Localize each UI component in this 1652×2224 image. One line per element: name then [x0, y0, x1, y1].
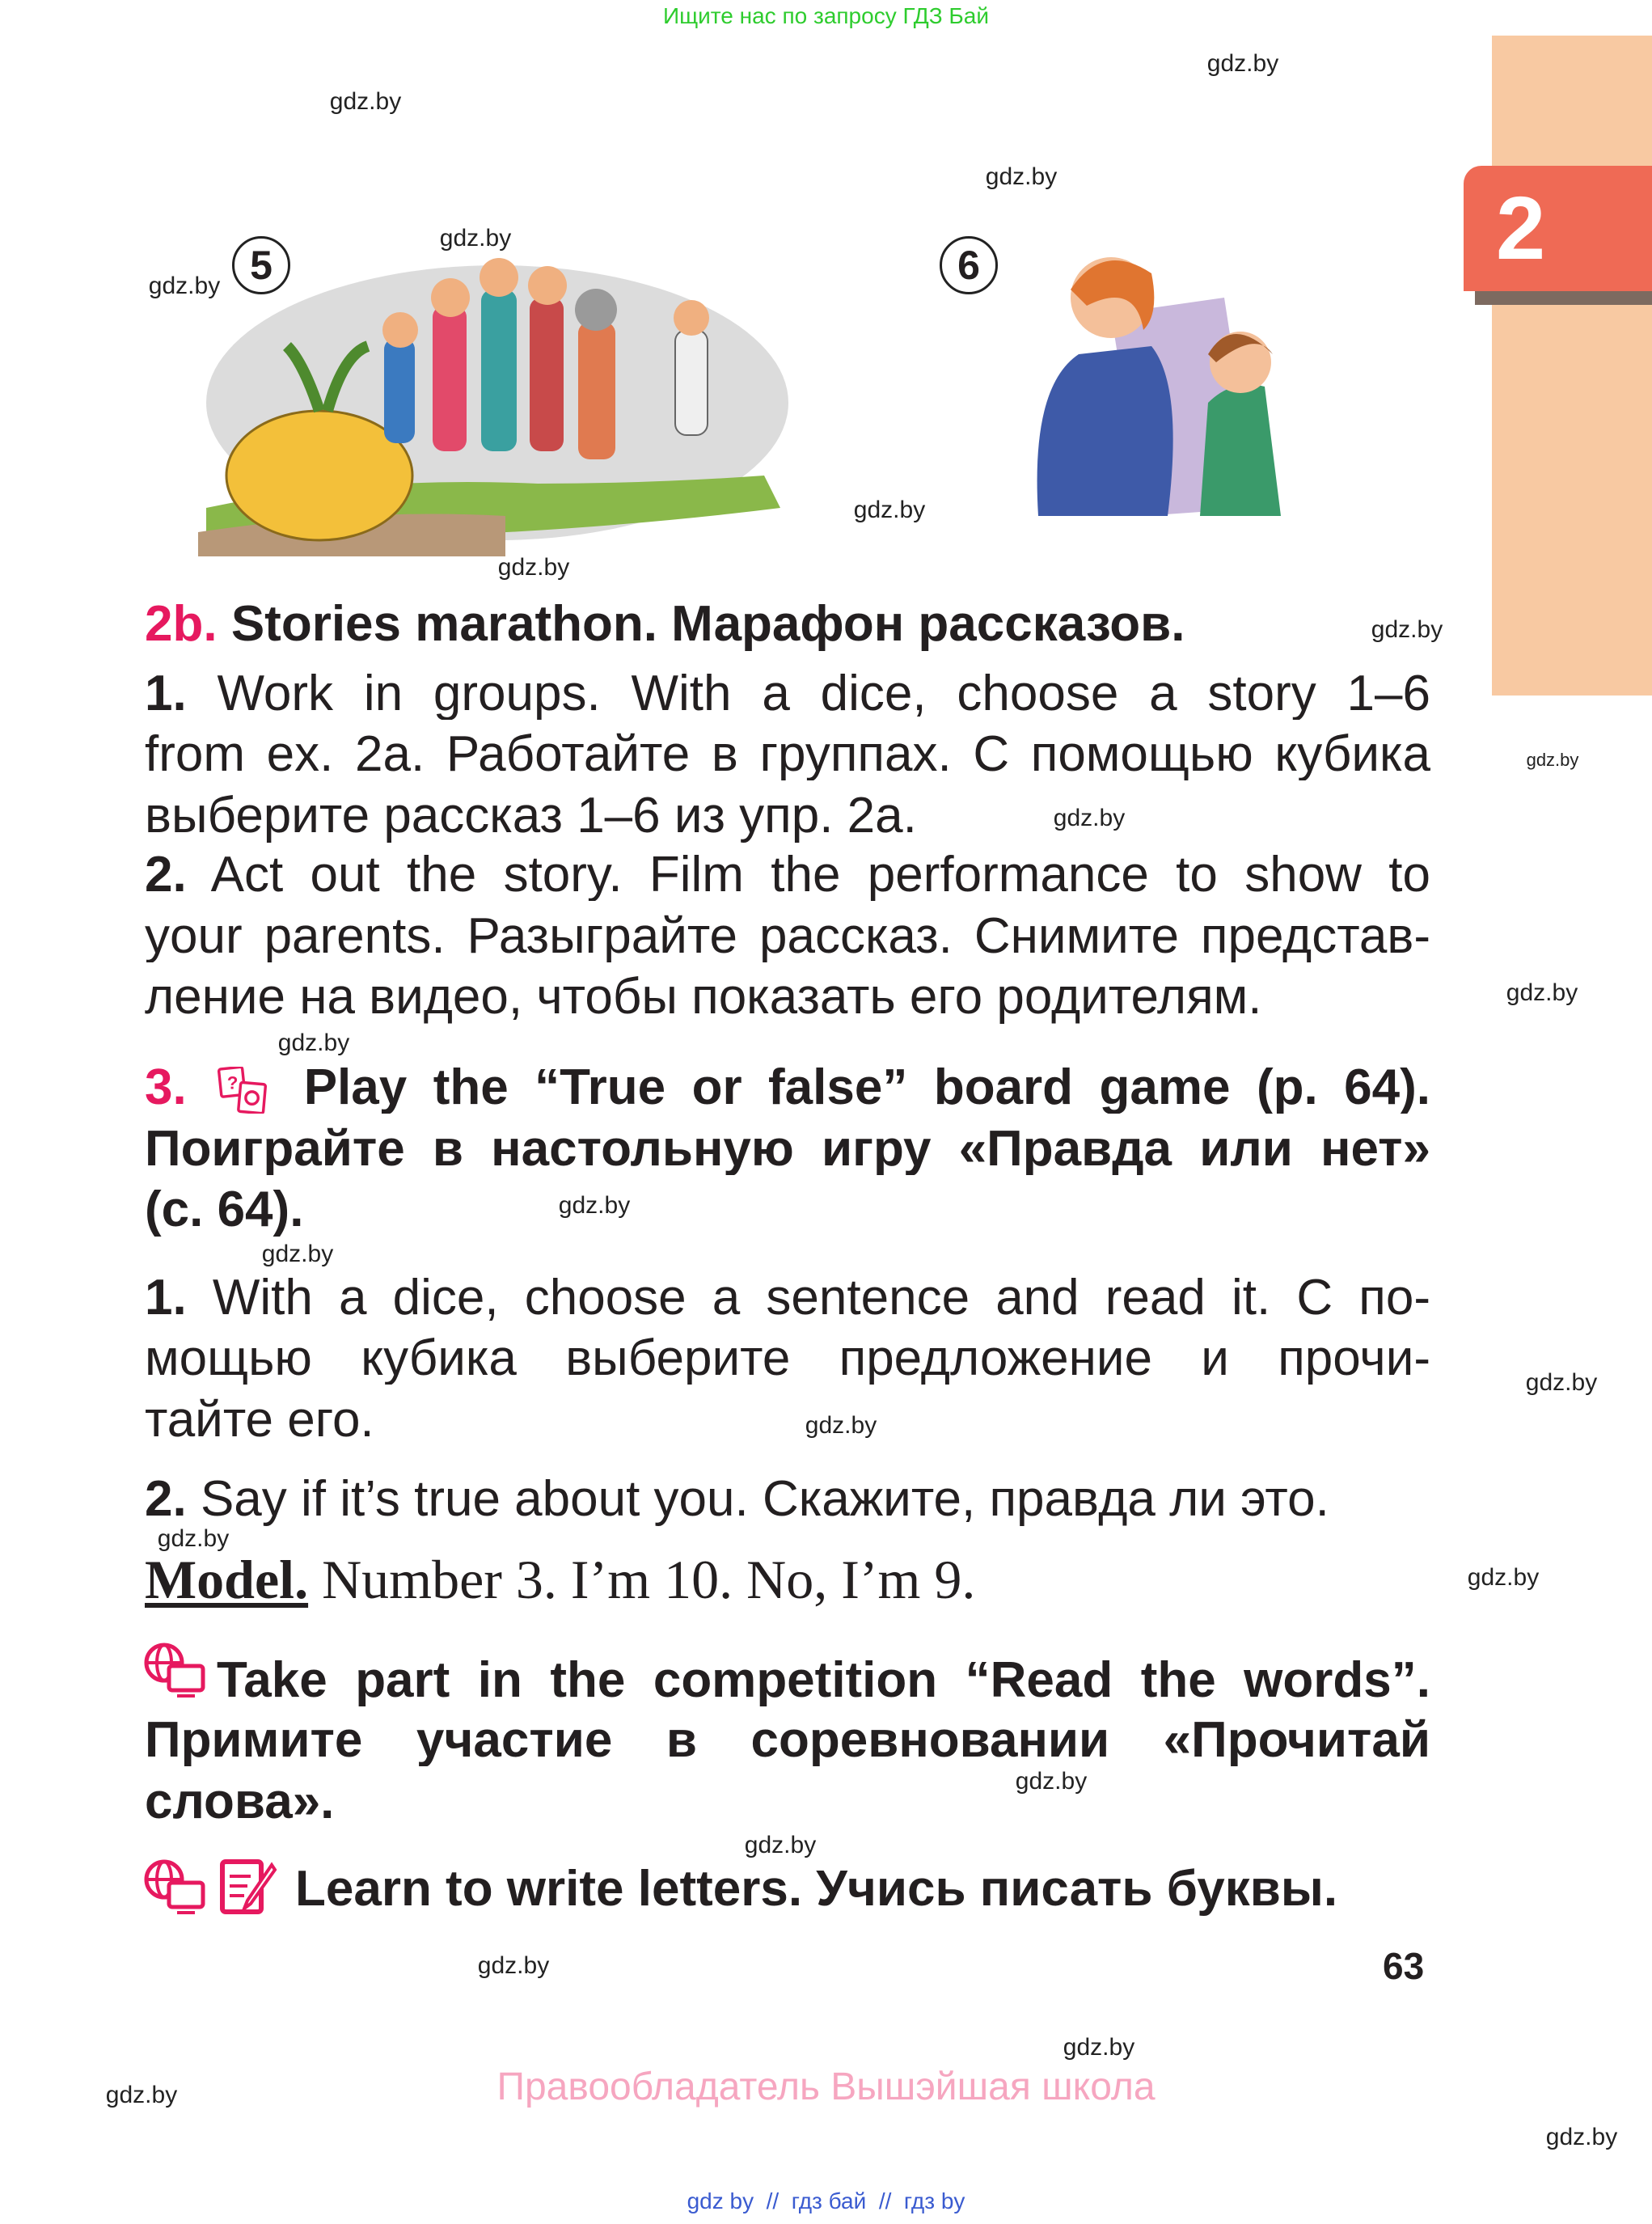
- watermark: gdz.by: [497, 554, 570, 581]
- section-2b-heading: [145, 598, 1185, 650]
- task-line: [145, 911, 1430, 962]
- task-text: Work in groups. With a dice, choose a story 1–6: [186, 668, 1430, 720]
- watermark: gdz.by: [1525, 1369, 1598, 1396]
- watermark: gdz.by: [261, 1241, 334, 1267]
- exercise-3-heading-line: [145, 1062, 1430, 1114]
- side-strip: [1492, 36, 1652, 696]
- task-text: мощью кубика выберите предложение и прочи-: [145, 1333, 1430, 1385]
- watermark: gdz.by: [1371, 616, 1443, 643]
- task-text: Act out the story. Film the performance to show to: [186, 849, 1430, 901]
- watermark: gdz.by: [1545, 2124, 1618, 2150]
- watermark: gdz.by: [1467, 1564, 1540, 1591]
- task-text: your parents. Разыграйте рассказ. Снимите представ-: [145, 911, 1430, 962]
- task-number: 1.: [145, 1272, 187, 1324]
- footer-links[interactable]: gdz by // гдз бай // гдз by: [687, 2188, 965, 2213]
- task-line: [145, 790, 917, 842]
- task-line: [145, 668, 1430, 720]
- watermark: gdz.by: [985, 163, 1058, 190]
- task-line: [145, 1272, 1430, 1324]
- chapter-tab: 2: [1464, 166, 1652, 291]
- mother-and-boy-illustration: [1014, 241, 1313, 532]
- chapter-tab-shadow: [1475, 291, 1652, 305]
- watermark: gdz.by: [1053, 805, 1126, 831]
- watermark: gdz.by: [477, 1952, 550, 1979]
- letters-heading: Learn to write letters. Учись писать буквы.: [295, 1861, 1338, 1917]
- task-text: Say if it’s true about you. Скажите, правда ли это.: [186, 1471, 1329, 1527]
- picture-number-5: 5: [232, 236, 290, 294]
- watermark: gdz.by: [744, 1832, 817, 1858]
- globe-computer-icon: [143, 1858, 206, 1915]
- board-game-cards-icon: [213, 1067, 277, 1114]
- task-text: ление на видео, чтобы показать его родителям.: [145, 969, 1262, 1025]
- task-number: 2.: [145, 1471, 187, 1527]
- section-title: Stories marathon. Марафон рассказов.: [217, 596, 1185, 652]
- watermark: gdz.by: [805, 1412, 877, 1439]
- copyright-note: Правообладатель Вышэйшая школа: [496, 2065, 1156, 2108]
- task-text: from ex. 2a. Работайте в группах. С помощью кубика: [145, 729, 1430, 780]
- turnip-illustration: [198, 241, 796, 564]
- search-hint: Ищите нас по запросу ГДЗ Бай: [662, 3, 990, 28]
- watermark: gdz.by: [277, 1030, 350, 1056]
- task-line: [145, 1333, 1430, 1385]
- task-line: [145, 971, 1262, 1023]
- watermark: gdz.by: [148, 273, 221, 299]
- svg-text:?: ?: [226, 1072, 239, 1093]
- competition-line: Примите участие в соревновании «Прочитай: [145, 1715, 1430, 1766]
- watermark: gdz.by: [1015, 1768, 1088, 1795]
- watermark: gdz.by: [1506, 979, 1578, 1006]
- task-number: 1.: [145, 668, 187, 720]
- watermark: gdz.by: [1206, 50, 1279, 77]
- watermark: gdz.by: [439, 225, 512, 252]
- globe-computer-icon: [143, 1642, 206, 1698]
- exercise-3-heading-line: Поиграйте в настольную игру «Правда или нет»: [145, 1123, 1430, 1175]
- watermark: gdz.by: [105, 2082, 178, 2108]
- watermark: gdz.by: [1526, 750, 1579, 770]
- task-text: тайте его.: [145, 1392, 374, 1448]
- competition-line: Take part in the competition “Read the words”.: [217, 1655, 1430, 1706]
- task-number: 2.: [145, 849, 187, 901]
- task-line: [145, 1394, 374, 1446]
- exercise-3-heading-line: (с. 64).: [145, 1182, 304, 1237]
- task-line: [145, 729, 1430, 780]
- model-sentence: [145, 1549, 976, 1610]
- section-number: 2b.: [145, 596, 218, 652]
- task-text: выберите рассказ 1–6 из упр. 2а.: [145, 788, 917, 844]
- page-number: 63: [1383, 1945, 1425, 1987]
- exercise-number: 3.: [145, 1062, 187, 1114]
- competition-line: слова».: [145, 1774, 335, 1829]
- task-text: With a dice, choose a sentence and read it. С по-: [186, 1272, 1430, 1324]
- task-line: [145, 1471, 1329, 1527]
- task-line: [145, 849, 1430, 901]
- watermark: gdz.by: [853, 497, 926, 523]
- watermark: gdz.by: [157, 1525, 230, 1552]
- watermark: gdz.by: [558, 1192, 631, 1219]
- watermark: gdz.by: [329, 88, 402, 115]
- model-text: Number 3. I’m 10. No, I’m 9.: [308, 1549, 976, 1610]
- picture-number-6: 6: [940, 236, 998, 294]
- exercise-title: Play the “True or false” board game (p. 64).: [303, 1062, 1430, 1114]
- model-label: Model.: [145, 1549, 309, 1610]
- watermark: gdz.by: [1063, 2034, 1135, 2061]
- writing-notebook-icon: [220, 1858, 278, 1915]
